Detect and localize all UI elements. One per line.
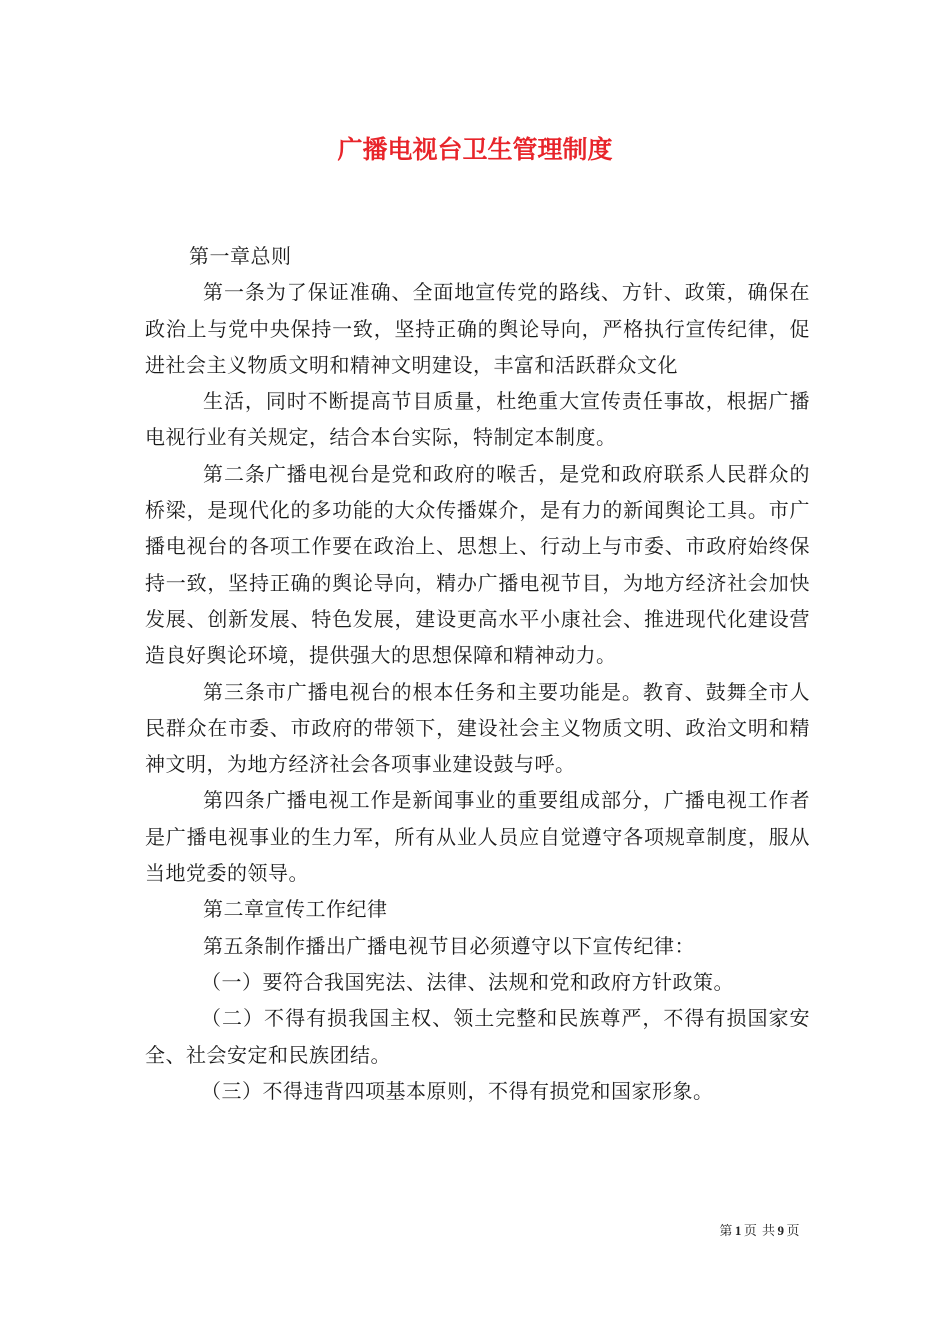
paragraph: 生活，同时不断提高节目质量，杜绝重大宣传责任事故，根据广播电视行业有关规定，结合本台实际，特制定本制度。 [145, 389, 810, 450]
chapter-heading: 第二章宣传工作纪律 [203, 897, 388, 922]
paragraph: 第一条为了保证准确、全面地宣传党的路线、方针、政策，确保在政治上与党中央保持一致，坚持正确的舆论导向，严格执行宣传纪律，促进社会主义物质文明和精神文明建设，丰富和活跃群众文化 [145, 280, 810, 377]
paragraph: 第五条制作播出广播电视节目必须遵守以下宣传纪律： [203, 933, 695, 958]
paragraph: 第四条广播电视工作是新闻事业的重要组成部分，广播电视工作者是广播电视事业的生力军，所有从业人员应自觉遵守各项规章制度，服从当地党委的领导。 [145, 788, 810, 886]
paragraph: 第三条市广播电视台的根本任务和主要功能是。教育、鼓舞全市人民群众在市委、市政府的带领下，建设社会主义物质文明、政治文明和精神文明，为地方经济社会各项事业建设鼓与呼。 [145, 679, 810, 777]
list-item: （一）要符合我国宪法、法律、法规和党和政府方针政策。 [201, 969, 734, 994]
total-pages-number: 9 [777, 1223, 785, 1238]
list-item: （三）不得违背四项基本原则，不得有损党和国家形象。 [201, 1078, 714, 1103]
list-item: （二）不得有损我国主权、领土完整和民族尊严，不得有损国家安全、社会安定和民族团结。 [145, 1006, 810, 1067]
footer-middle: 页 共 [743, 1224, 776, 1239]
footer-suffix: 页 [786, 1224, 800, 1239]
document-title: 广播电视台卫生管理制度 [337, 135, 613, 164]
paragraph: 第二条广播电视台是党和政府的喉舌，是党和政府联系人民群众的桥梁，是现代化的多功能的大众传播媒介，是有力的新闻舆论工具。市广播电视台的各项工作要在政治上、思想上、行动上与市委、市政府始终保持一致，坚持正确的舆论导向，精办广播电视节目，为地方经济社会加快发展、创新发展、特色发展，建设更高水平小康社会、推进现代化建设营造良好舆论环境，提供强大的思想保障和精神动力。 [145, 461, 810, 668]
page-number-footer [719, 1222, 800, 1241]
chapter-heading: 第一章总则 [189, 244, 292, 268]
footer-prefix: 第 [719, 1224, 733, 1239]
document-body [145, 238, 810, 1109]
current-page-number: 1 [734, 1223, 742, 1238]
